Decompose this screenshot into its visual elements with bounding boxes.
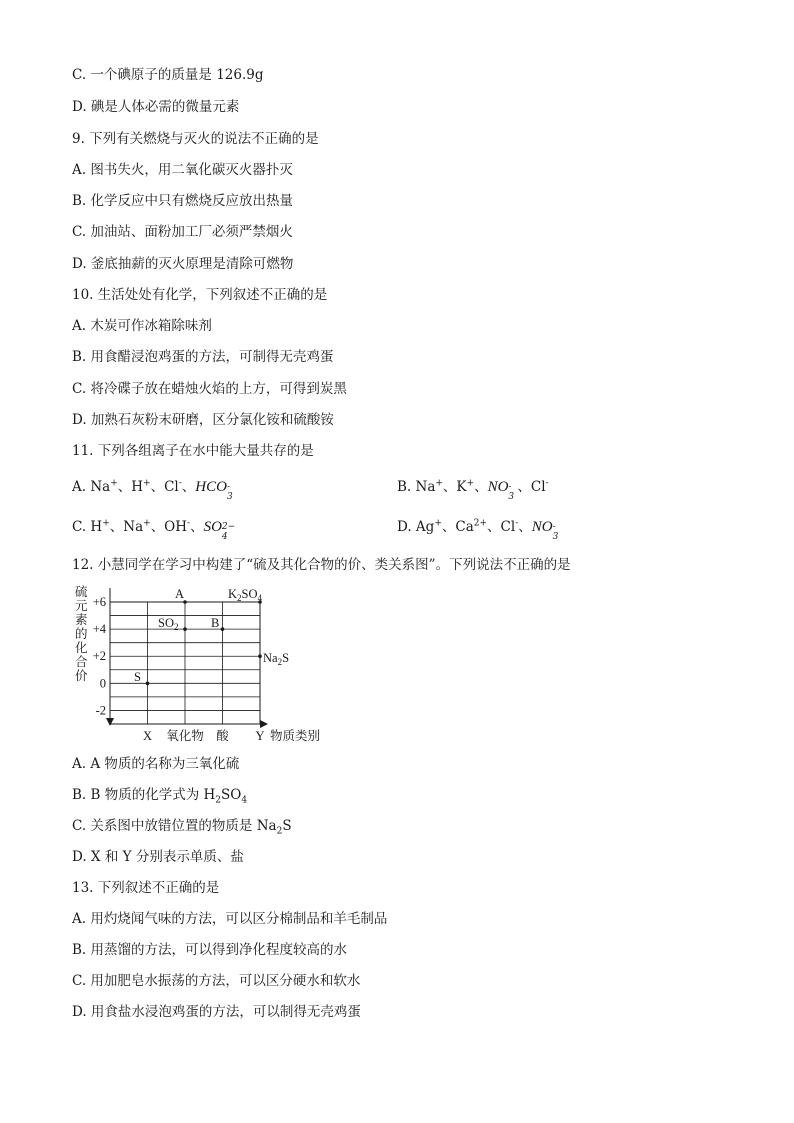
q13-option-c: C. 用加肥皂水振荡的方法，可以区分硬水和软水 [72,973,361,989]
q12-option-d: D. X 和 Y 分别表示单质、盐 [72,849,244,865]
option-d-prev: D. 碘是人体必需的微量元素 [72,99,240,115]
y-tick-label: +4 [92,622,106,637]
question-13: 13. 下列叙述不正确的是 [72,880,220,896]
x-category-label: 酸 [216,729,229,743]
nitrate-formula-d: NO [531,519,553,535]
q9-option-c: C. 加油站、面粉加工厂必须严禁烟火 [72,224,293,240]
q12-option-c: C. 关系图中放错位置的物质是 $Na_2S$ [72,818,292,837]
point-so2 [183,627,187,631]
y-axis-char-1: 硫 [75,585,88,599]
q10-option-a: A. 木炭可作冰箱除味剂 [72,318,212,334]
y-tick-label: +2 [92,649,106,664]
bicarbonate-formula: HCO [195,479,227,495]
y-tick-label: -2 [95,703,106,718]
q10-option-c: C. 将冷碟子放在蜡烛火焰的上方，可得到炭黑 [72,381,347,397]
point-b [221,627,225,631]
q13-option-b: B. 用蒸馏的方法，可以得到净化程度较高的水 [72,942,348,958]
q9-option-d: D. 釜底抽薪的灭火原理是清除可燃物 [72,256,294,272]
q12-option-b: B. B 物质的化学式为 $H_2SO_4$ [72,787,248,806]
point-label-na2s: $Na_2S$ [263,651,290,667]
q11-option-d: D. Ag+、$Ca^{2+}$、Cl-、NO - 3 [397,518,559,542]
sulfate-formula: SO [203,519,222,535]
question-9: 9. 下列有关燃烧与灭火的说法不正确的是 [72,131,319,147]
x-axis-label: 物质类别 [270,729,321,743]
question-12: 12. 小慧同学在学习中构建了“硫及其化合物的价、类关系图”。下列说法不正确的是 [72,557,571,573]
point-label-so2: $SO_2$ [158,616,179,632]
sulfur-valence-chart [70,583,340,748]
point-label-k2so4: $K_2SO_4$ [228,587,263,603]
point-s [146,682,150,686]
q11-option-a: A. Na+、H+、Cl-、HCO - 3 [72,478,233,502]
question-10: 10. 生活处处有化学，下列叙述不正确的是 [72,287,328,303]
q10-option-b: B. 用食醋浸泡鸡蛋的方法，可制得无壳鸡蛋 [72,349,334,365]
y-axis-char-2: 元 [75,599,88,613]
q13-option-d: D. 用食盐水浸泡鸡蛋的方法，可以制得无壳鸡蛋 [72,1004,361,1020]
x-category-label: Y [255,729,265,743]
option-c-prev: C. 一个碘原子的质量是 126.9g [72,67,264,83]
y-tick-label: 0 [99,676,106,691]
point-na2s [258,654,262,658]
y-axis-char-6: 合 [75,655,88,669]
x-category-label: X [142,729,153,743]
y-tick-label: +6 [92,595,106,609]
nitrate-formula: NO [487,479,509,495]
question-11: 11. 下列各组离子在水中能大量共存的是 [72,443,314,459]
x-category-label: 氧化物 [166,729,204,743]
q11-option-c: C. H+、Na+、OH-、SO 2− 4 [72,518,236,542]
y-axis-char-3: 素 [75,613,88,627]
q12-option-a: A. A 物质的名称为三氧化硫 [72,756,240,772]
q11-option-b: B. Na+、K+、NO - 3 、Cl- [397,478,549,502]
point-label-s: S [134,670,141,684]
point-label-b: B [211,616,220,630]
y-axis-char-7: 价 [75,669,88,683]
q13-option-a: A. 用灼烧闻气味的方法，可以区分棉制品和羊毛制品 [72,911,388,927]
y-axis-char-5: 化 [75,641,88,655]
q10-option-d: D. 加熟石灰粉末研磨，区分氯化铵和硫酸铵 [72,412,334,428]
point-label-a: A [175,587,185,601]
y-axis-char-4: 的 [75,627,88,641]
q9-option-b: B. 化学反应中只有燃烧反应放出热量 [72,193,294,209]
q9-option-a: A. 图书失火，用二氧化碳灭火器扑灭 [72,162,293,178]
